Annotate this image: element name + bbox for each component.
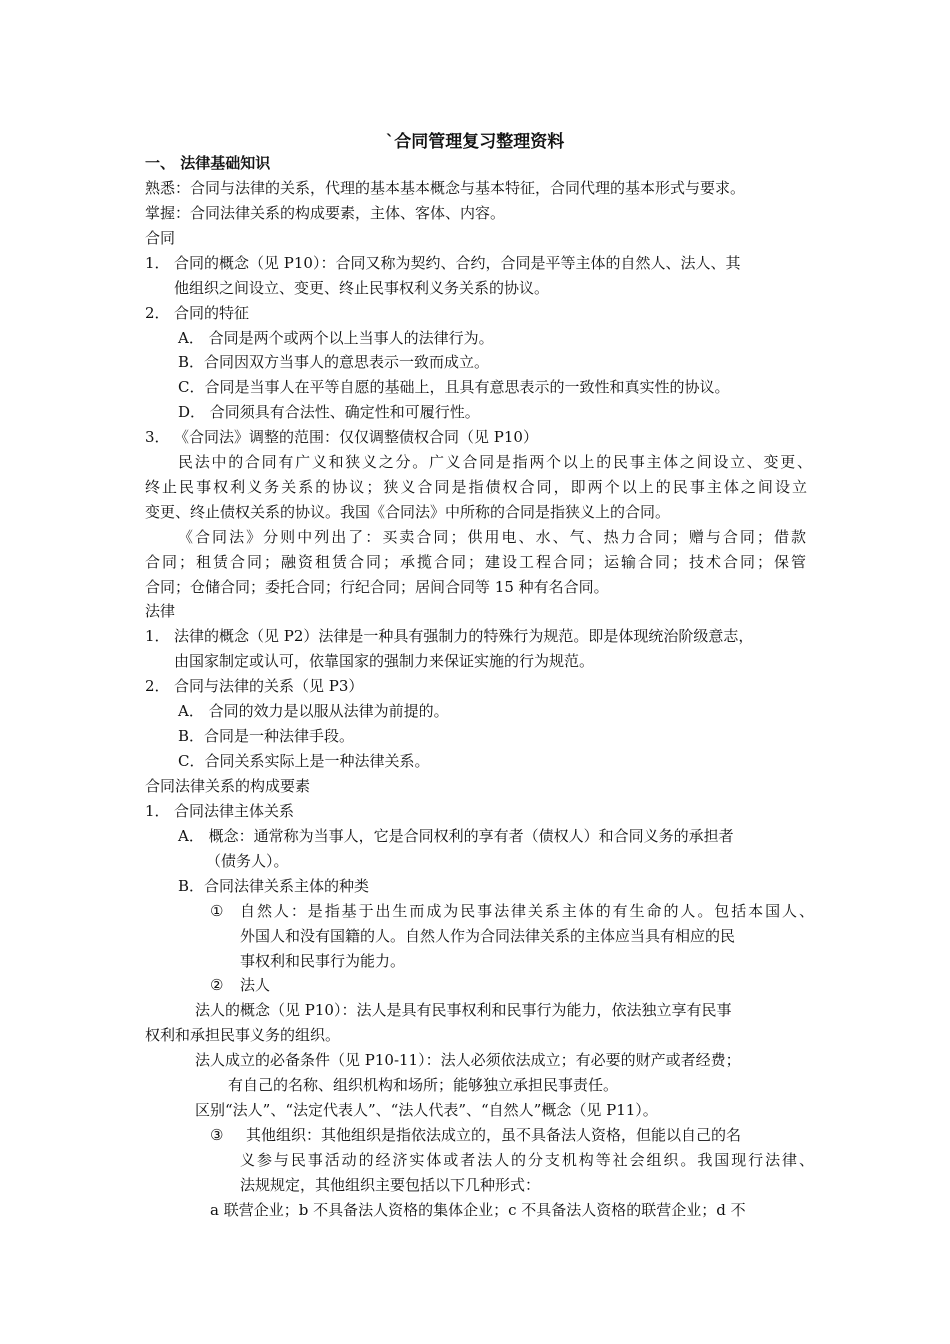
- section-heading: 一、 法律基础知识: [145, 154, 271, 172]
- other-org-line: 法规规定，其他组织主要包括以下几种形式：: [240, 1176, 541, 1194]
- intro-familiar: 熟悉：合同与法律的关系，代理的基本基本概念与基本特征，合同代理的基本形式与要求。: [145, 179, 746, 197]
- relation-item: A． 合同的效力是以服从法律为前提的。: [178, 702, 449, 720]
- legal-person-concept-line: 法人的概念（见 P10）：法人是具有民事权利和民事行为能力，依法独立享有民事: [195, 1001, 732, 1019]
- elements-heading: 合同法律关系的构成要素: [145, 777, 311, 795]
- legal-person-concept-line: 权利和承担民事义务的组织。: [145, 1026, 341, 1044]
- org-forms-line: a 联营企业；b 不具备法人资格的集体企业；c 不具备法人资格的联营企业；d 不: [210, 1201, 746, 1219]
- feature-item: A． 合同是两个或两个以上当事人的法律行为。: [178, 329, 494, 347]
- contract-features-heading: 合同的特征: [174, 304, 250, 322]
- relation-item: C．合同关系实际上是一种法律关系。: [178, 752, 430, 770]
- contract-concept-line: 他组织之间设立、变更、终止民事权利义务关系的协议。: [174, 279, 550, 297]
- contract-concept-line: 合同的概念（见 P10）：合同又称为契约、合约，合同是平等主体的自然人、法人、其: [174, 254, 741, 272]
- feature-item: C．合同是当事人在平等自愿的基础上，且具有意思表示的一致性和真实性的协议。: [178, 378, 730, 396]
- circled-number: ①: [210, 902, 224, 920]
- legal-person-conditions-line: 有自己的名称、组织机构和场所；能够独立承担民事责任。: [228, 1076, 619, 1094]
- paragraph-line: 合同；仓储合同；委托合同；行纪合同；居间合同等 15 种有名合同。: [145, 578, 609, 596]
- feature-item: B．合同因双方当事人的意思表示一致而成立。: [178, 353, 490, 371]
- list-number: 1．: [145, 802, 170, 820]
- list-number: 1．: [145, 627, 170, 645]
- list-number: 2．: [145, 677, 170, 695]
- law-concept-line: 由国家制定或认可，依靠国家的强制力来保证实施的行为规范。: [174, 652, 595, 670]
- subject-concept-line: （债务人）。: [206, 852, 289, 870]
- paragraph-line: 终止民事权利义务关系的协议；狭义合同是指债权合同，即两个以上的民事主体之间设立: [145, 478, 807, 496]
- law-relation-heading: 合同与法律的关系（见 P3）: [174, 677, 364, 695]
- legal-person-heading: 法人: [240, 976, 271, 994]
- relation-item: B．合同是一种法律手段。: [178, 727, 355, 745]
- law-heading: 法律: [145, 602, 176, 620]
- other-org-line: 义参与民事活动的经济实体或者法人的分支机构等社会组织。我国现行法律、: [240, 1151, 814, 1169]
- distinguish-concepts: 区别“法人”、“法定代表人”、“法人代表”、“自然人”概念（见 P11）。: [195, 1101, 658, 1119]
- paragraph-line: 变更、终止债权关系的协议。我国《合同法》中所称的合同是指狭义上的合同。: [145, 503, 671, 521]
- contract-scope: 《合同法》调整的范围：仅仅调整债权合同（见 P10）: [174, 428, 538, 446]
- document-title: `合同管理复习整理资料: [385, 132, 565, 152]
- subject-relation-heading: 合同法律主体关系: [174, 802, 295, 820]
- paragraph-line: 《合同法》分则中列出了：买卖合同；供用电、水、气、热力合同；赠与合同；借款: [178, 528, 806, 546]
- subject-concept-line: A． 概念：通常称为当事人，它是合同权利的享有者（债权人）和合同义务的承担者: [178, 827, 734, 845]
- natural-person-line: 自然人：是指基于出生而成为民事法律关系主体的有生命的人。包括本国人、: [240, 902, 814, 920]
- natural-person-line: 事权利和民事行为能力。: [240, 952, 406, 970]
- legal-person-conditions-line: 法人成立的必备条件（见 P10-11）：法人必须依法成立；有必要的财产或者经费；: [195, 1051, 741, 1069]
- list-number: 1．: [145, 254, 170, 272]
- contract-heading: 合同: [145, 229, 176, 247]
- list-number: 3．: [145, 428, 170, 446]
- other-org-line: 其他组织：其他组织是指依法成立的，虽不具备法人资格，但能以自己的名: [246, 1126, 742, 1144]
- law-concept-line: 法律的概念（见 P2）法律是一种具有强制力的特殊行为规范。即是体现统治阶级意志，: [174, 627, 754, 645]
- natural-person-line: 外国人和没有国籍的人。自然人作为合同法律关系的主体应当具有相应的民: [240, 927, 736, 945]
- list-number: 2．: [145, 304, 170, 322]
- subject-types-heading: B．合同法律关系主体的种类: [178, 877, 370, 895]
- paragraph-line: 合同；租赁合同；融资租赁合同；承揽合同；建设工程合同；运输合同；技术合同；保管: [145, 553, 806, 571]
- feature-item: D． 合同须具有合法性、确定性和可履行性。: [178, 403, 480, 421]
- intro-master: 掌握：合同法律关系的构成要素，主体、客体、内容。: [145, 204, 506, 222]
- paragraph-line: 民法中的合同有广义和狭义之分。广义合同是指两个以上的民事主体之间设立、变更、: [178, 453, 812, 471]
- circled-number: ②: [210, 976, 224, 994]
- circled-number: ③: [210, 1126, 224, 1144]
